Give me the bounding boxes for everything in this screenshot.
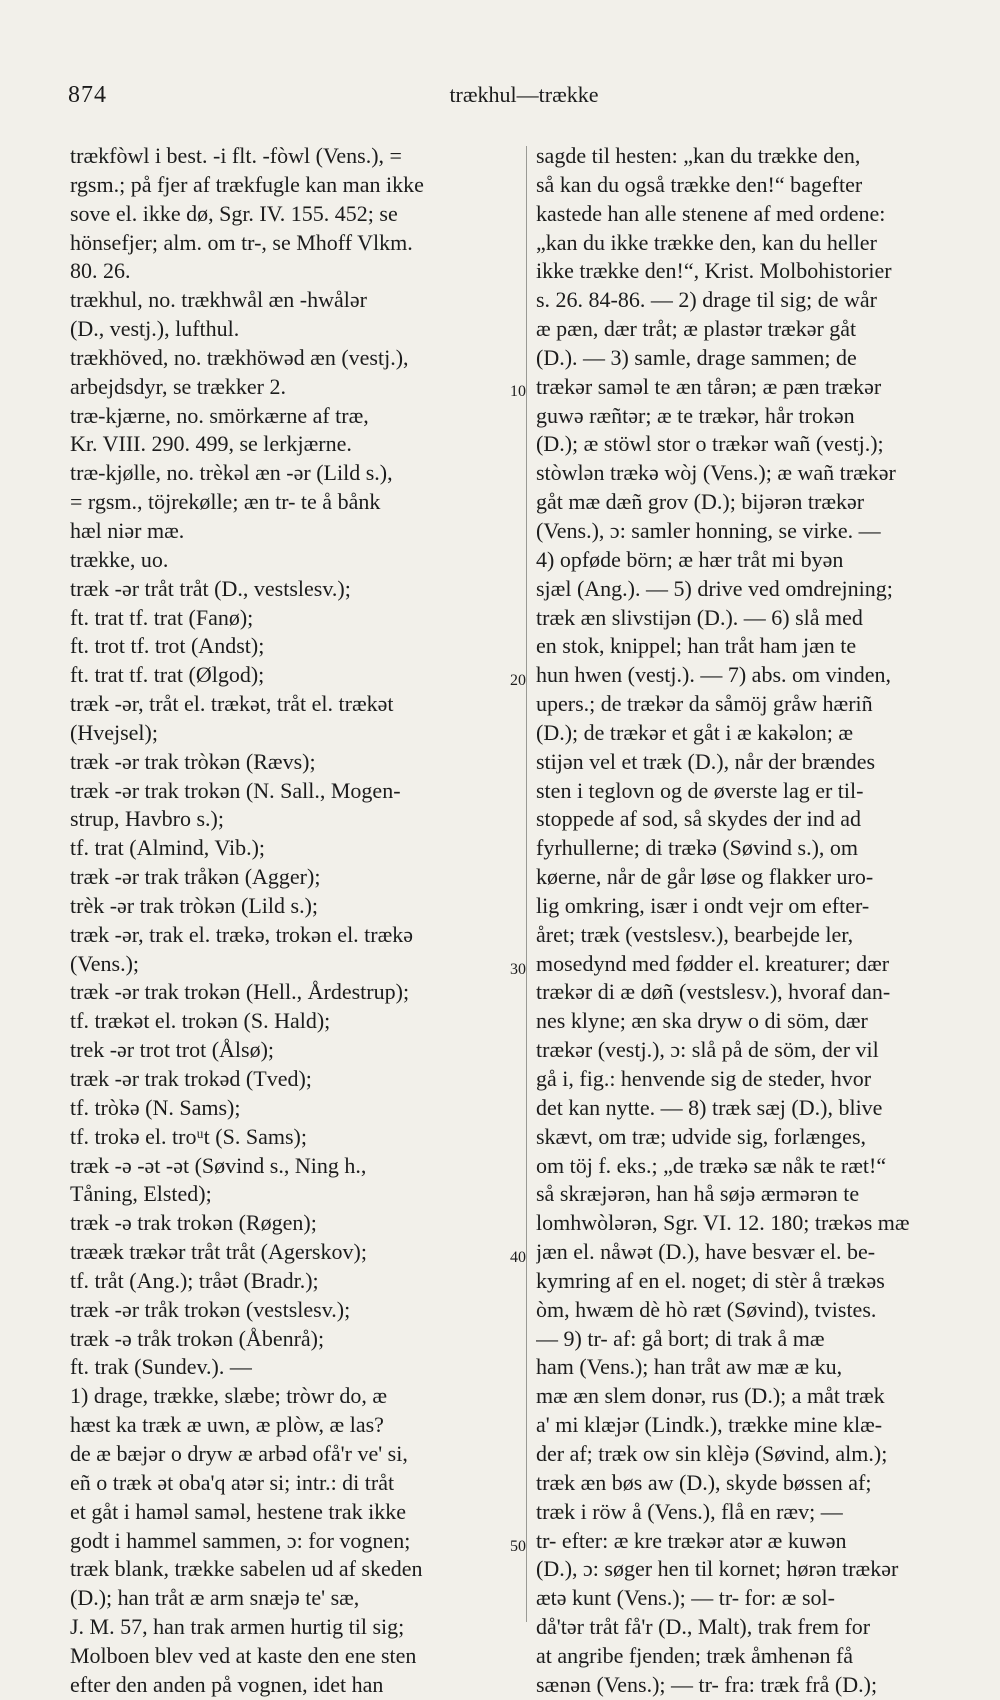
- text-line: sænən (Vens.); — tr- fra: træk frå (D.);: [536, 1671, 878, 1697]
- text-line: ætə kunt (Vens.); — tr- for: æ sol-: [536, 1585, 835, 1611]
- line-number-40: 40: [510, 1249, 526, 1266]
- text-line: (Vens.), ɔ: samler honning, se virke. —: [536, 517, 881, 543]
- text-line: (Vens.);: [70, 950, 140, 976]
- text-line: æ pæn, dær tråt; æ plastər trækər gåt: [536, 316, 857, 342]
- text-line: træk -ər, trak el. trækə, trokən el. trækə: [70, 921, 414, 947]
- text-line: mosedynd med fødder el. kreaturer; dær: [536, 950, 890, 976]
- text-line: J. M. 57, han trak armen hurtig til sig;: [70, 1614, 405, 1640]
- text-line: strup, Havbro s.);: [70, 806, 224, 832]
- text-line: sove el. ikke dø, Sgr. IV. 155. 452; se: [70, 200, 398, 226]
- text-line: eñ o træk ət oba'q atər si; intr.: di tråt: [70, 1469, 395, 1495]
- text-line: arbejdsdyr, se trækker 2.: [70, 373, 287, 399]
- text-line: tr- efter: æ kre trækər atər æ kuwən: [536, 1527, 847, 1553]
- text-line: (D.); æ stöwl stor o trækər wañ (vestj.);: [536, 431, 884, 457]
- text-line: òm, hwæm dè hò ræt (Søvind), tvistes.: [536, 1296, 877, 1322]
- text-line: skævt, om træ; udvide sig, forlænges,: [536, 1123, 866, 1149]
- text-line: træk -ər, tråt el. trækət, tråt el. trækət: [70, 691, 394, 717]
- text-line: a' mi klæjər (Lindk.), trække mine klæ-: [536, 1412, 883, 1438]
- text-line: at angribe fjenden; træk åmhenən få: [536, 1642, 854, 1668]
- text-line: ft. trat tf. trat (Fanø);: [70, 604, 254, 630]
- text-line: trækər di æ døñ (vestslesv.), hvoraf dan-: [536, 979, 891, 1005]
- text-line: hönsefjer; alm. om tr-, se Mhoff Vlkm.: [70, 229, 413, 255]
- text-line: då'tər tråt få'r (D., Malt), trak frem for: [536, 1614, 871, 1640]
- text-line: det kan nytte. — 8) træk sæj (D.), blive: [536, 1094, 883, 1120]
- text-line: hæst ka træk æ uwn, æ plòw, æ las?: [70, 1412, 384, 1438]
- text-line: træk -ə -ət -ət (Søvind s., Ning h.,: [70, 1152, 367, 1178]
- text-line: tf. trokə el. troᵘt (S. Sams);: [70, 1123, 307, 1149]
- text-line: træk -ər trak tråkən (Agger);: [70, 864, 321, 890]
- text-line: en stok, knippel; han tråt ham jæn te: [536, 633, 857, 659]
- text-line: (D.); han tråt æ arm snæjə te' sæ,: [70, 1585, 360, 1611]
- text-line: ft. trot tf. trot (Andst);: [70, 633, 265, 659]
- text-line: trækər saməl te æn tårən; æ pæn trækər: [536, 373, 882, 399]
- line-number-50: 50: [510, 1538, 526, 1555]
- text-line: træk æn slivstijən (D.). — 6) slå med: [536, 604, 863, 630]
- text-line: lig omkring, især i ondt vejr om efter-: [536, 892, 870, 918]
- text-line: trèk -ər trak tròkən (Lild s.);: [70, 892, 319, 918]
- text-line: køerne, når de går løse og flakker uro-: [536, 864, 874, 890]
- text-line: træ-kjærne, no. smörkærne af træ,: [70, 402, 369, 428]
- text-line: trækfòwl i best. -i flt. -fòwl (Vens.), =: [70, 143, 402, 168]
- text-line: nes klyne; æn ska dryw o di söm, dær: [536, 1008, 868, 1034]
- text-line: så kan du også trække den!“ bagefter: [536, 171, 863, 197]
- text-line: ft. trak (Sundev.). —: [70, 1354, 252, 1380]
- text-line: kymring af en el. noget; di stèr å trækəs: [536, 1267, 885, 1293]
- text-line: hun hwen (vestj.). — 7) abs. om vinden,: [536, 662, 891, 688]
- column-divider: [526, 146, 527, 1622]
- text-line: tf. tròkə (N. Sams);: [70, 1094, 241, 1120]
- text-line: (D.). — 3) samle, drage sammen; de: [536, 344, 857, 370]
- text-line: trækhul, no. trækhwål æn -hwålər: [70, 287, 367, 313]
- text-line: = rgsm., töjrekølle; æn tr- te å bånk: [70, 489, 381, 515]
- text-line: s. 26. 84-86. — 2) drage til sig; de wår: [536, 287, 877, 313]
- text-line: træk æn bøs aw (D.), skyde bøssen af;: [536, 1469, 872, 1495]
- text-line: træk -ər tråk trokən (vestslesv.);: [70, 1296, 351, 1322]
- text-line: (D.), ɔ: søger hen til kornet; hørən trækər: [536, 1556, 899, 1582]
- text-line: stijən vel et træk (D.), når der brændes: [536, 748, 876, 774]
- line-number-30: 30: [510, 961, 526, 978]
- text-line: jæn el. nåwət (D.), have besvær el. be-: [536, 1239, 876, 1265]
- text-line: sagde til hesten: „kan du trække den,: [536, 143, 861, 168]
- text-line: gå i, fig.: henvende sig de steder, hvor: [536, 1066, 872, 1091]
- text-line: (Hvejsel);: [70, 719, 158, 745]
- text-line: lomhwòlərən, Sgr. VI. 12. 180; trækəs mæ: [536, 1210, 910, 1236]
- text-line: 4) opføde börn; æ hær tråt mi byən: [536, 546, 844, 572]
- text-line: fyrhullerne; di trækə (Søvind s.), om: [536, 835, 859, 861]
- text-line: efter den anden på vognen, idet han: [70, 1671, 384, 1697]
- text-line: de æ bæjər o dryw æ arbəd ofå'r ve' si,: [70, 1440, 408, 1466]
- text-line: så skræjərən, han hå søjə ærmərən te: [536, 1181, 860, 1207]
- left-column: [70, 142, 520, 1700]
- text-line: 80. 26.: [70, 258, 131, 284]
- text-line: trek -ər trot trot (Ålsø);: [70, 1037, 275, 1063]
- text-line: sten i teglovn og de øverste lag er til-: [536, 777, 864, 803]
- text-line: ham (Vens.); han tråt aw mæ æ ku,: [536, 1354, 843, 1380]
- text-line: tf. trat (Almind, Vib.);: [70, 835, 266, 861]
- text-line: træk -ə trak trokən (Røgen);: [70, 1210, 317, 1236]
- text-line: — 9) tr- af: gå bort; di trak å mæ: [536, 1325, 825, 1351]
- running-head: trækhul—trække: [449, 82, 599, 107]
- text-line: rgsm.; på fjer af trækfugle kan man ikke: [70, 171, 424, 197]
- text-line: træk blank, trække sabelen ud af skeden: [70, 1556, 423, 1582]
- text-line: stòwlən trækə wòj (Vens.); æ wañ trækər: [536, 460, 896, 486]
- text-line: ikke trække den!“, Krist. Molbohistorier: [536, 258, 892, 284]
- text-line: tf. trækət el. trokən (S. Hald);: [70, 1008, 331, 1034]
- text-line: guwə ræñtər; æ te trækər, hår trokən: [536, 402, 855, 428]
- text-line: kastede han alle stenene af med ordene:: [536, 200, 886, 226]
- page-header: [68, 82, 980, 116]
- text-line: hæl niər mæ.: [70, 517, 185, 543]
- text-line: trækhöved, no. trækhöwəd æn (vestj.),: [70, 344, 409, 370]
- line-number-10: 10: [510, 383, 526, 400]
- text-line: Molboen blev ved at kaste den ene sten: [70, 1642, 417, 1668]
- text-line: gåt mæ dæñ grov (D.); bijərən trækər: [536, 489, 865, 515]
- text-line: sjæl (Ang.). — 5) drive ved omdrejning;: [536, 575, 893, 601]
- text-line: tf. tråt (Ang.); tråət (Bradr.);: [70, 1267, 319, 1293]
- text-line: trææk trækər tråt tråt (Agerskov);: [70, 1239, 367, 1265]
- text-line: trække, uo.: [70, 546, 169, 572]
- text-line: (D., vestj.), lufthul.: [70, 316, 240, 342]
- line-number-20: 20: [510, 672, 526, 689]
- text-line: upers.; de trækər da såmöj gråw hæriñ: [536, 691, 873, 717]
- text-line: Kr. VIII. 290. 499, se lerkjærne.: [70, 431, 352, 457]
- text-line: stoppede af sod, så skydes der ind ad: [536, 806, 862, 832]
- text-line: træ-kjølle, no. trèkəl æn -ər (Lild s.),: [70, 460, 393, 486]
- text-line: om töj f. eks.; „de trækə sæ nåk te ræt!“: [536, 1152, 887, 1178]
- text-line: 1) drage, trække, slæbe; tròwr do, æ: [70, 1383, 388, 1409]
- text-line: trækər (vestj.), ɔ: slå på de söm, der vil: [536, 1037, 879, 1063]
- text-line: (D.); de trækər et gåt i æ kakəlon; æ: [536, 719, 854, 745]
- text-line: mæ æn slem donər, rus (D.); a måt træk: [536, 1383, 885, 1409]
- text-line: træk -ər tråt tråt (D., vestslesv.);: [70, 575, 351, 601]
- text-line: der af; træk ow sin klèjə (Søvind, alm.);: [536, 1440, 888, 1466]
- text-line: træk -ər trak trokən (Hell., Årdestrup);: [70, 979, 410, 1005]
- text-line: træk -ə tråk trokən (Åbenrå);: [70, 1325, 325, 1351]
- text-line: året; træk (vestslesv.), bearbejde ler,: [536, 921, 854, 947]
- text-line: ft. trat tf. trat (Ølgod);: [70, 662, 265, 688]
- text-line: træk -ər trak tròkən (Rævs);: [70, 748, 316, 774]
- text-line: et gåt i haməl saməl, hestene trak ikke: [70, 1498, 406, 1524]
- right-column: [536, 142, 966, 1700]
- text-line: godt i hammel sammen, ɔ: for vognen;: [70, 1527, 411, 1553]
- text-line: „kan du ikke trække den, kan du heller: [536, 229, 877, 255]
- text-line: træk -ər trak trokəd (Tved);: [70, 1066, 312, 1091]
- text-line: Tåning, Elsted);: [70, 1181, 212, 1207]
- page-number: 874: [68, 82, 107, 108]
- text-line: træk -ər trak trokən (N. Sall., Mogen-: [70, 777, 401, 803]
- text-line: træk i röw å (Vens.), flå en ræv; —: [536, 1498, 843, 1524]
